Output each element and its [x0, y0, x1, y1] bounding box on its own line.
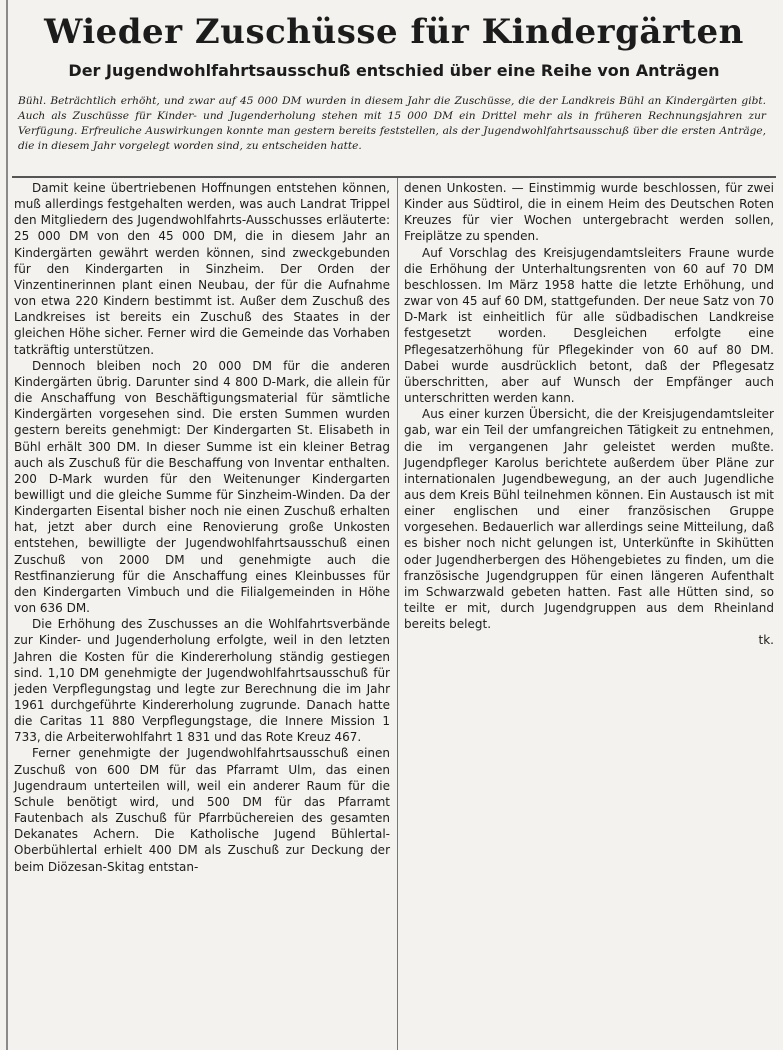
paragraph: Aus einer kurzen Übersicht, die der Kreisjugendamtsleiter gab, war ein Teil der umfangreichen Tätigkeit zu entnehmen, die im vergangenen Jahr geleistet werden mußte. Jugendpfleger Karolus berichtete außerdem über Pläne zur internationalen Jugendbewegung, an der auch Jugendliche aus dem Kreis Bühl teilnehmen können. Ein Austausch ist mit einer englischen und einer französischen Gruppe vorgesehen. Bedauerlich war allerdings seine Mitteilung, daß es bisher noch nicht gelungen ist, Unterkünfte in Skihütten oder Jugendherbergen des Höhengebietes zu finden, um die französische Jugendgruppen für einen längeren Aufenthalt im Schwarzwald gebeten hatten. Fast alle Hütten sind, so teilte er mit, durch Jugendgruppen aus dem Rheinland bereits belegt.: [404, 407, 774, 632]
paragraph: denen Unkosten. — Einstimmig wurde beschlossen, für zwei Kinder aus Südtirol, die in einem Heim des Deutschen Roten Kreuzes für vier Wochen untergebracht werden sollen, Freiplätze zu spenden.: [404, 181, 774, 244]
paragraph: Die Erhöhung des Zuschusses an die Wohlfahrtsverbände zur Kinder- und Jugenderholung erfolgte, weil in den letzten Jahren die Kosten für die Kindererholung ständig gestiegen sind. 1,10 DM genehmigte der Jugendwohlfahrtsausschuß für jeden Verpflegungstag und legte zur Berechnung die im Jahr 1961 durchgeführte Kindererholung zugrunde. Danach hatte die Caritas 11 880 Verpflegungstage, die Innere Mission 1 733, die Arbeiterwohlfahrt 1 831 und das Rote Kreuz 467.: [14, 617, 390, 745]
lead-divider: [12, 176, 776, 178]
paragraph: Damit keine übertriebenen Hoffnungen entstehen können, muß allerdings festgehalten werden, was auch Landrat Trippel den Mitgliedern des Jugendwohlfahrts-Ausschusses erläuterte: 25 000 DM von den 45 000 DM, die in diesem Jahr an Kindergärten gewährt werden können, sind zweckgebunden für den Kindergarten in Sinzheim. Der Orden der Vinzentinerinnen plant einen Neubau, der für die Aufnahme von etwa 220 Kindern bestimmt ist. Außer dem Zuschuß des Landkreises ist bereits ein Zuschuß des Staates in der gleichen Höhe sicher. Ferner wird die Gemeinde das Vorhaben tatkräftig unterstützen.: [14, 181, 390, 357]
article-subheadline: Der Jugendwohlfahrtsausschuß entschied über eine Reihe von Anträgen: [68, 61, 720, 80]
column-divider: [397, 178, 398, 1050]
article-lead: Bühl. Beträchtlich erhöht, und zwar auf 45 000 DM wurden in diesem Jahr die Zuschüsse, die der Landkreis Bühl an Kindergärten gibt. Auch als Zuschüsse für Kinder- und Jugenderholung stehen mit 15 000 DM ein Drittel mehr als in früheren Rechnungsjahren zur Verfügung. Erfreuliche Auswirkungen konnte man gestern bereits feststellen, als der Jugendwohlfahrtsausschuß über die ersten Anträge, die in diesem Jahr vorgelegt worden sind, zu entscheiden hatte.: [18, 95, 766, 152]
paragraph: Dennoch bleiben noch 20 000 DM für die anderen Kindergärten übrig. Darunter sind 4 800 D-Mark, die allein für die Anschaffung von Beschäftigungsmaterial für sämtliche Kindergärten vorgesehen sind. Die ersten Summen wurden gestern bereits genehmigt: Der Kindergarten St. Elisabeth in Bühl erhält 300 DM. In dieser Summe ist ein kleiner Betrag auch als Zuschuß für die Beschaffung von Inventar enthalten. 200 D-Mark wurden für den Weitenunger Kindergarten bewilligt und die gleiche Summe für Sinzheim-Winden. Da der Kindergarten Eisental bisher noch nie einen Zuschuß erhalten hat, jetzt aber durch eine Renovierung große Unkosten entstehen, bewilligte der Jugendwohlfahrtsausschuß einen Zuschuß von 2000 DM und genehmigte auch die Restfinanzierung für die Anschaffung eines Kleinbusses für den Kindergarten Vimbuch und die Filialgemeinden in Höhe von 636 DM.: [14, 358, 390, 616]
paragraph: Ferner genehmigte der Jugendwohlfahrtsausschuß einen Zuschuß von 600 DM für das Pfarramt Ulm, das einen Jugendraum unterteilen will, weil ein anderer Raum für die Schule benötigt wird, und 500 DM für das Pfarramt Fautenbach als Zuschuß für Pfarrbüchereien des gesamten Dekanates Achern. Die Katholische Jugend Bühlertal-Oberbühlertal erhielt 400 DM als Zuschuß zur Deckung der beim Diözesan-Skitag entstan-: [14, 746, 390, 874]
article-column-left: [14, 180, 390, 875]
paragraph: Auf Vorschlag des Kreisjugendamtsleiters Fraune wurde die Erhöhung der Unterhaltungsrenten von 60 auf 70 DM beschlossen. Im März 1958 hatte die letzte Erhöhung, und zwar von 45 auf 60 DM, stattgefunden. Der neue Satz von 70 D-Mark ist einheitlich für alle südbadischen Landkreise festgesetzt worden. Desgleichen erfolgte eine Pflegesatzerhöhung für Pflegekinder von 60 auf 80 DM. Dabei wurde ausdrücklich betont, daß der Pflegesatz überschritten, aber auf Wunsch der Empfänger auch unterschritten werden kann.: [404, 245, 774, 406]
article-column-right: [404, 180, 774, 649]
clipping-left-edge: [6, 0, 8, 1050]
author-signature: tk.: [758, 633, 774, 648]
article-headline: Wieder Zuschüsse für Kindergärten: [44, 12, 744, 52]
